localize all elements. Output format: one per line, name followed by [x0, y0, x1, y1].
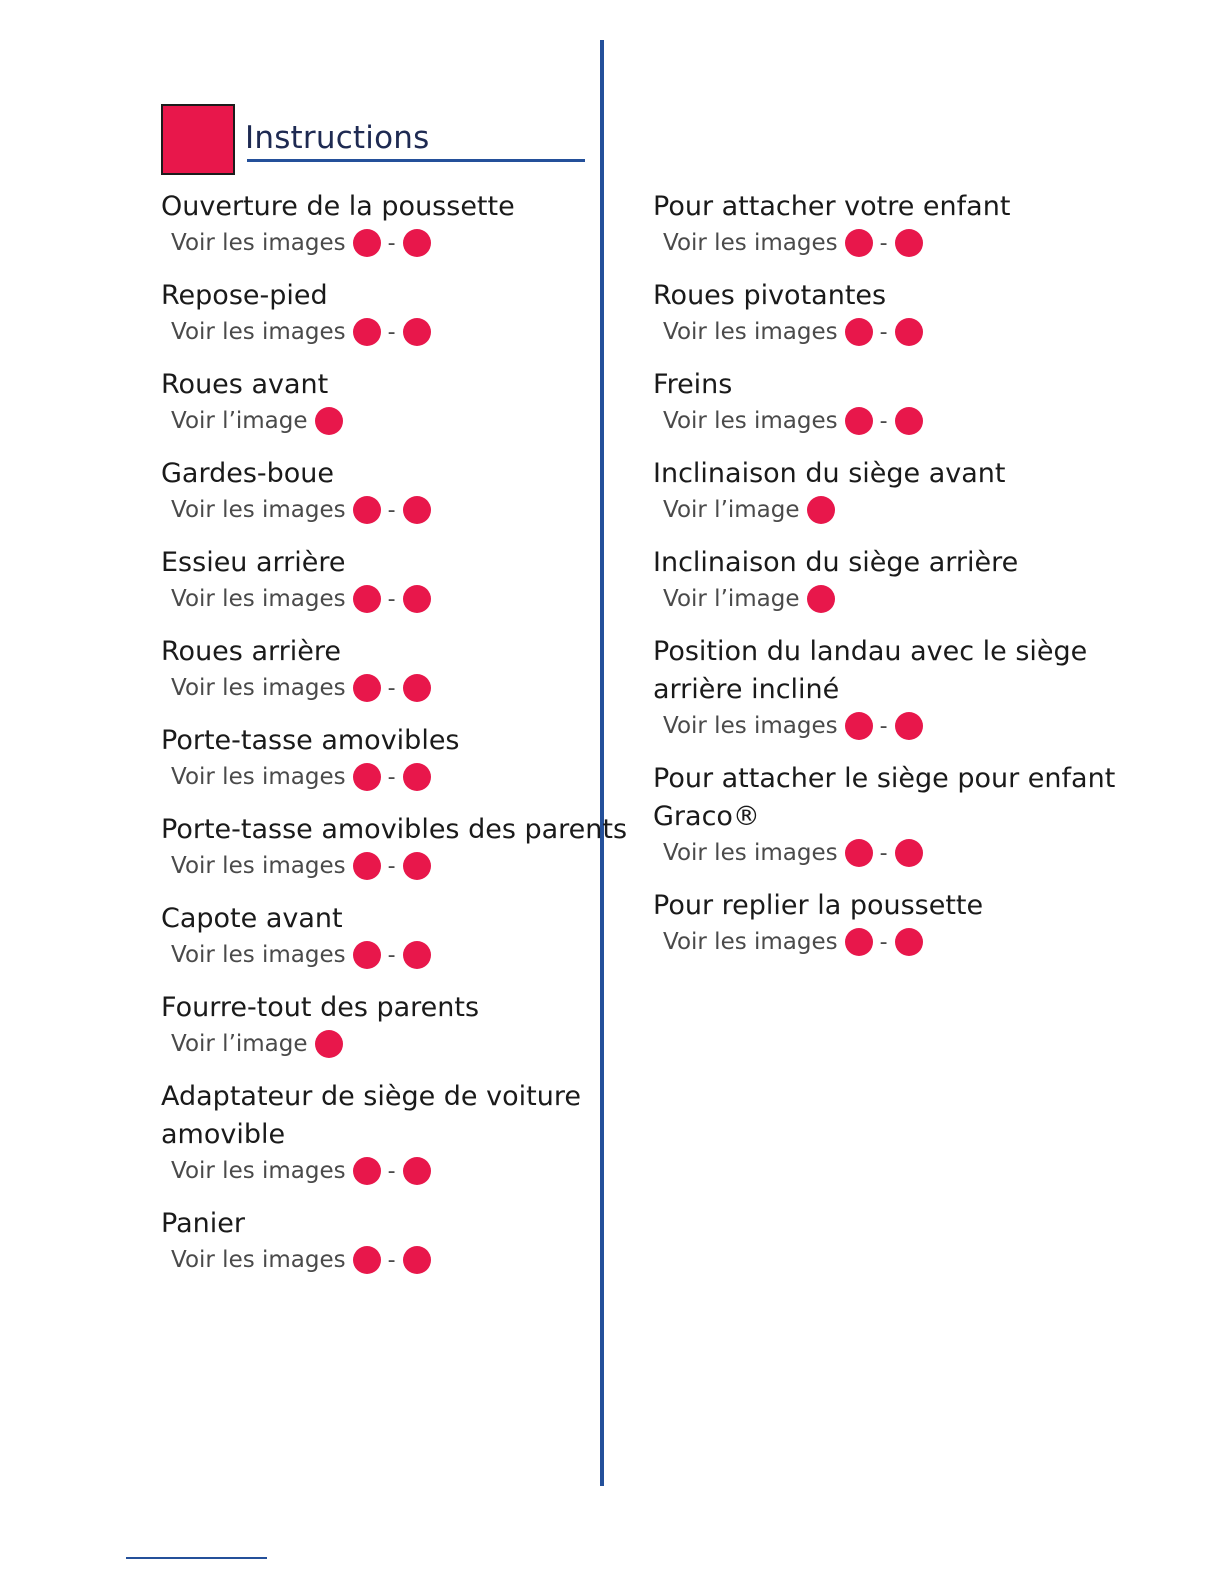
- image-link-dot-icon[interactable]: [353, 585, 381, 613]
- entry-title: Position du landau avec le siège: [653, 636, 1088, 667]
- toc-entry-position-du-landau-avec-le-siege: [653, 633, 1087, 743]
- toc-entry-essieu-arriere: [161, 544, 431, 616]
- toc-entry-repose-pied: [161, 277, 431, 349]
- entry-title: Pour replier la poussette: [653, 890, 984, 921]
- toc-entry-porte-tasse-amovibles: [161, 722, 460, 794]
- section-marker-square: [161, 104, 235, 175]
- image-link-dot-icon[interactable]: [353, 318, 381, 346]
- view-images-link[interactable]: [171, 582, 431, 616]
- image-link-dot-icon[interactable]: [353, 1157, 381, 1185]
- range-dash: -: [387, 764, 396, 790]
- image-link-dot-icon[interactable]: [895, 928, 923, 956]
- entry-title: Capote avant: [161, 903, 343, 934]
- entry-title: Ouverture de la poussette: [161, 191, 515, 222]
- entry-title: Freins: [653, 369, 733, 400]
- image-link-dot-icon[interactable]: [895, 712, 923, 740]
- toc-entry-porte-tasse-amovibles-des-parents: [161, 811, 627, 883]
- image-link-dot-icon[interactable]: [895, 318, 923, 346]
- image-link-dot-icon[interactable]: [845, 407, 873, 435]
- view-images-label: Voir les images: [663, 840, 838, 866]
- entry-title: Inclinaison du siège avant: [653, 458, 1006, 489]
- view-images-link[interactable]: [663, 315, 923, 349]
- view-images-label: Voir les images: [171, 764, 346, 790]
- entry-title: Porte-tasse amovibles des parents: [161, 814, 628, 845]
- range-dash: -: [387, 586, 396, 612]
- view-images-link[interactable]: [663, 226, 1010, 260]
- view-images-link[interactable]: [171, 1154, 581, 1188]
- image-link-dot-icon[interactable]: [895, 229, 923, 257]
- image-link-dot-icon[interactable]: [845, 928, 873, 956]
- image-link-dot-icon[interactable]: [845, 318, 873, 346]
- range-dash: -: [879, 408, 888, 434]
- image-link-dot-icon[interactable]: [403, 674, 431, 702]
- image-link-dot-icon[interactable]: [403, 496, 431, 524]
- title-underline: [247, 159, 585, 162]
- view-images-link[interactable]: [171, 760, 460, 794]
- entry-title: Gardes-boue: [161, 458, 335, 489]
- view-images-link[interactable]: [171, 938, 431, 972]
- toc-entry-roues-arriere: [161, 633, 431, 705]
- entry-title: Essieu arrière: [161, 547, 346, 578]
- range-dash: -: [879, 713, 888, 739]
- toc-entry-roues-pivotantes: [653, 277, 923, 349]
- image-link-dot-icon[interactable]: [403, 1246, 431, 1274]
- view-images-link[interactable]: [171, 849, 627, 883]
- image-link-dot-icon[interactable]: [845, 712, 873, 740]
- image-link-dot-icon[interactable]: [403, 852, 431, 880]
- image-link-dot-icon[interactable]: [403, 763, 431, 791]
- footer-rule: [126, 1557, 267, 1559]
- image-link-dot-icon[interactable]: [807, 496, 835, 524]
- image-link-dot-icon[interactable]: [403, 229, 431, 257]
- image-link-dot-icon[interactable]: [895, 839, 923, 867]
- image-link-dot-icon[interactable]: [403, 1157, 431, 1185]
- view-images-link[interactable]: [171, 493, 431, 527]
- toc-entry-pour-replier-la-poussette: [653, 887, 983, 959]
- toc-entry-fourre-tout-des-parents: [161, 989, 479, 1061]
- toc-entry-ouverture-de-la-poussette: [161, 188, 515, 260]
- view-images-label: Voir l’image: [171, 408, 308, 434]
- entry-title: Graco®: [653, 801, 760, 832]
- entry-title: Inclinaison du siège arrière: [653, 547, 1019, 578]
- view-images-link[interactable]: [171, 1027, 479, 1061]
- image-link-dot-icon[interactable]: [353, 496, 381, 524]
- view-images-link[interactable]: [171, 1243, 431, 1277]
- range-dash: -: [387, 1247, 396, 1273]
- toc-entry-inclinaison-du-siege-arriere: [653, 544, 1018, 616]
- view-images-label: Voir l’image: [171, 1031, 308, 1057]
- range-dash: -: [879, 319, 888, 345]
- entry-title: Fourre-tout des parents: [161, 992, 480, 1023]
- image-link-dot-icon[interactable]: [353, 229, 381, 257]
- range-dash: -: [387, 942, 396, 968]
- image-link-dot-icon[interactable]: [895, 407, 923, 435]
- toc-entry-adaptateur-de-siege-de-voiture: [161, 1078, 581, 1188]
- view-images-label: Voir les images: [663, 319, 838, 345]
- view-images-link[interactable]: [663, 404, 923, 438]
- image-link-dot-icon[interactable]: [403, 585, 431, 613]
- section-header: [161, 104, 591, 176]
- column-divider: [600, 40, 604, 1486]
- toc-entry-pour-attacher-le-siege-pour-enfant: [653, 760, 1115, 870]
- view-images-link[interactable]: [663, 582, 1018, 616]
- view-images-label: Voir les images: [663, 408, 838, 434]
- image-link-dot-icon[interactable]: [353, 1246, 381, 1274]
- toc-entry-roues-avant: [161, 366, 343, 438]
- toc-entry-inclinaison-du-siege-avant: [653, 455, 1005, 527]
- view-images-link[interactable]: [663, 925, 983, 959]
- image-link-dot-icon[interactable]: [315, 1030, 343, 1058]
- page-title: Instructions: [245, 120, 430, 156]
- entry-title: Porte-tasse amovibles: [161, 725, 460, 756]
- entry-title: Repose-pied: [161, 280, 328, 311]
- view-images-link[interactable]: [663, 836, 1115, 870]
- range-dash: -: [387, 319, 396, 345]
- image-link-dot-icon[interactable]: [353, 763, 381, 791]
- view-images-link[interactable]: [663, 709, 1087, 743]
- view-images-label: Voir les images: [171, 230, 346, 256]
- entry-title: arrière incliné: [653, 674, 840, 705]
- view-images-label: Voir les images: [171, 942, 346, 968]
- view-images-label: Voir les images: [663, 929, 838, 955]
- view-images-label: Voir l’image: [663, 497, 800, 523]
- entry-title: Roues arrière: [161, 636, 341, 667]
- view-images-label: Voir les images: [171, 675, 346, 701]
- entry-title: amovible: [161, 1119, 286, 1150]
- image-link-dot-icon[interactable]: [403, 941, 431, 969]
- view-images-label: Voir les images: [663, 230, 838, 256]
- range-dash: -: [387, 230, 396, 256]
- view-images-label: Voir les images: [171, 1247, 346, 1273]
- image-link-dot-icon[interactable]: [845, 839, 873, 867]
- image-link-dot-icon[interactable]: [353, 674, 381, 702]
- view-images-link[interactable]: [171, 226, 515, 260]
- range-dash: -: [879, 840, 888, 866]
- range-dash: -: [879, 230, 888, 256]
- view-images-label: Voir les images: [171, 1158, 346, 1184]
- toc-entry-capote-avant: [161, 900, 431, 972]
- range-dash: -: [879, 929, 888, 955]
- image-link-dot-icon[interactable]: [403, 318, 431, 346]
- image-link-dot-icon[interactable]: [315, 407, 343, 435]
- range-dash: -: [387, 1158, 396, 1184]
- entry-title: Adaptateur de siège de voiture: [161, 1081, 581, 1112]
- view-images-label: Voir les images: [171, 497, 346, 523]
- view-images-link[interactable]: [171, 671, 431, 705]
- toc-entry-gardes-boue: [161, 455, 431, 527]
- toc-entry-pour-attacher-votre-enfant: [653, 188, 1010, 260]
- image-link-dot-icon[interactable]: [807, 585, 835, 613]
- view-images-label: Voir les images: [171, 319, 346, 345]
- view-images-label: Voir les images: [663, 713, 838, 739]
- view-images-label: Voir les images: [171, 853, 346, 879]
- entry-title: Pour attacher le siège pour enfant: [653, 763, 1116, 794]
- entry-title: Roues avant: [161, 369, 329, 400]
- entry-title: Roues pivotantes: [653, 280, 887, 311]
- range-dash: -: [387, 853, 396, 879]
- toc-entry-freins: [653, 366, 923, 438]
- image-link-dot-icon[interactable]: [353, 852, 381, 880]
- range-dash: -: [387, 675, 396, 701]
- view-images-label: Voir les images: [171, 586, 346, 612]
- view-images-label: Voir l’image: [663, 586, 800, 612]
- entry-title: Pour attacher votre enfant: [653, 191, 1011, 222]
- image-link-dot-icon[interactable]: [353, 941, 381, 969]
- range-dash: -: [387, 497, 396, 523]
- view-images-link[interactable]: [171, 315, 431, 349]
- entry-title: Panier: [161, 1208, 245, 1239]
- toc-entry-panier: [161, 1205, 431, 1277]
- view-images-link[interactable]: [663, 493, 1005, 527]
- image-link-dot-icon[interactable]: [845, 229, 873, 257]
- view-images-link[interactable]: [171, 404, 343, 438]
